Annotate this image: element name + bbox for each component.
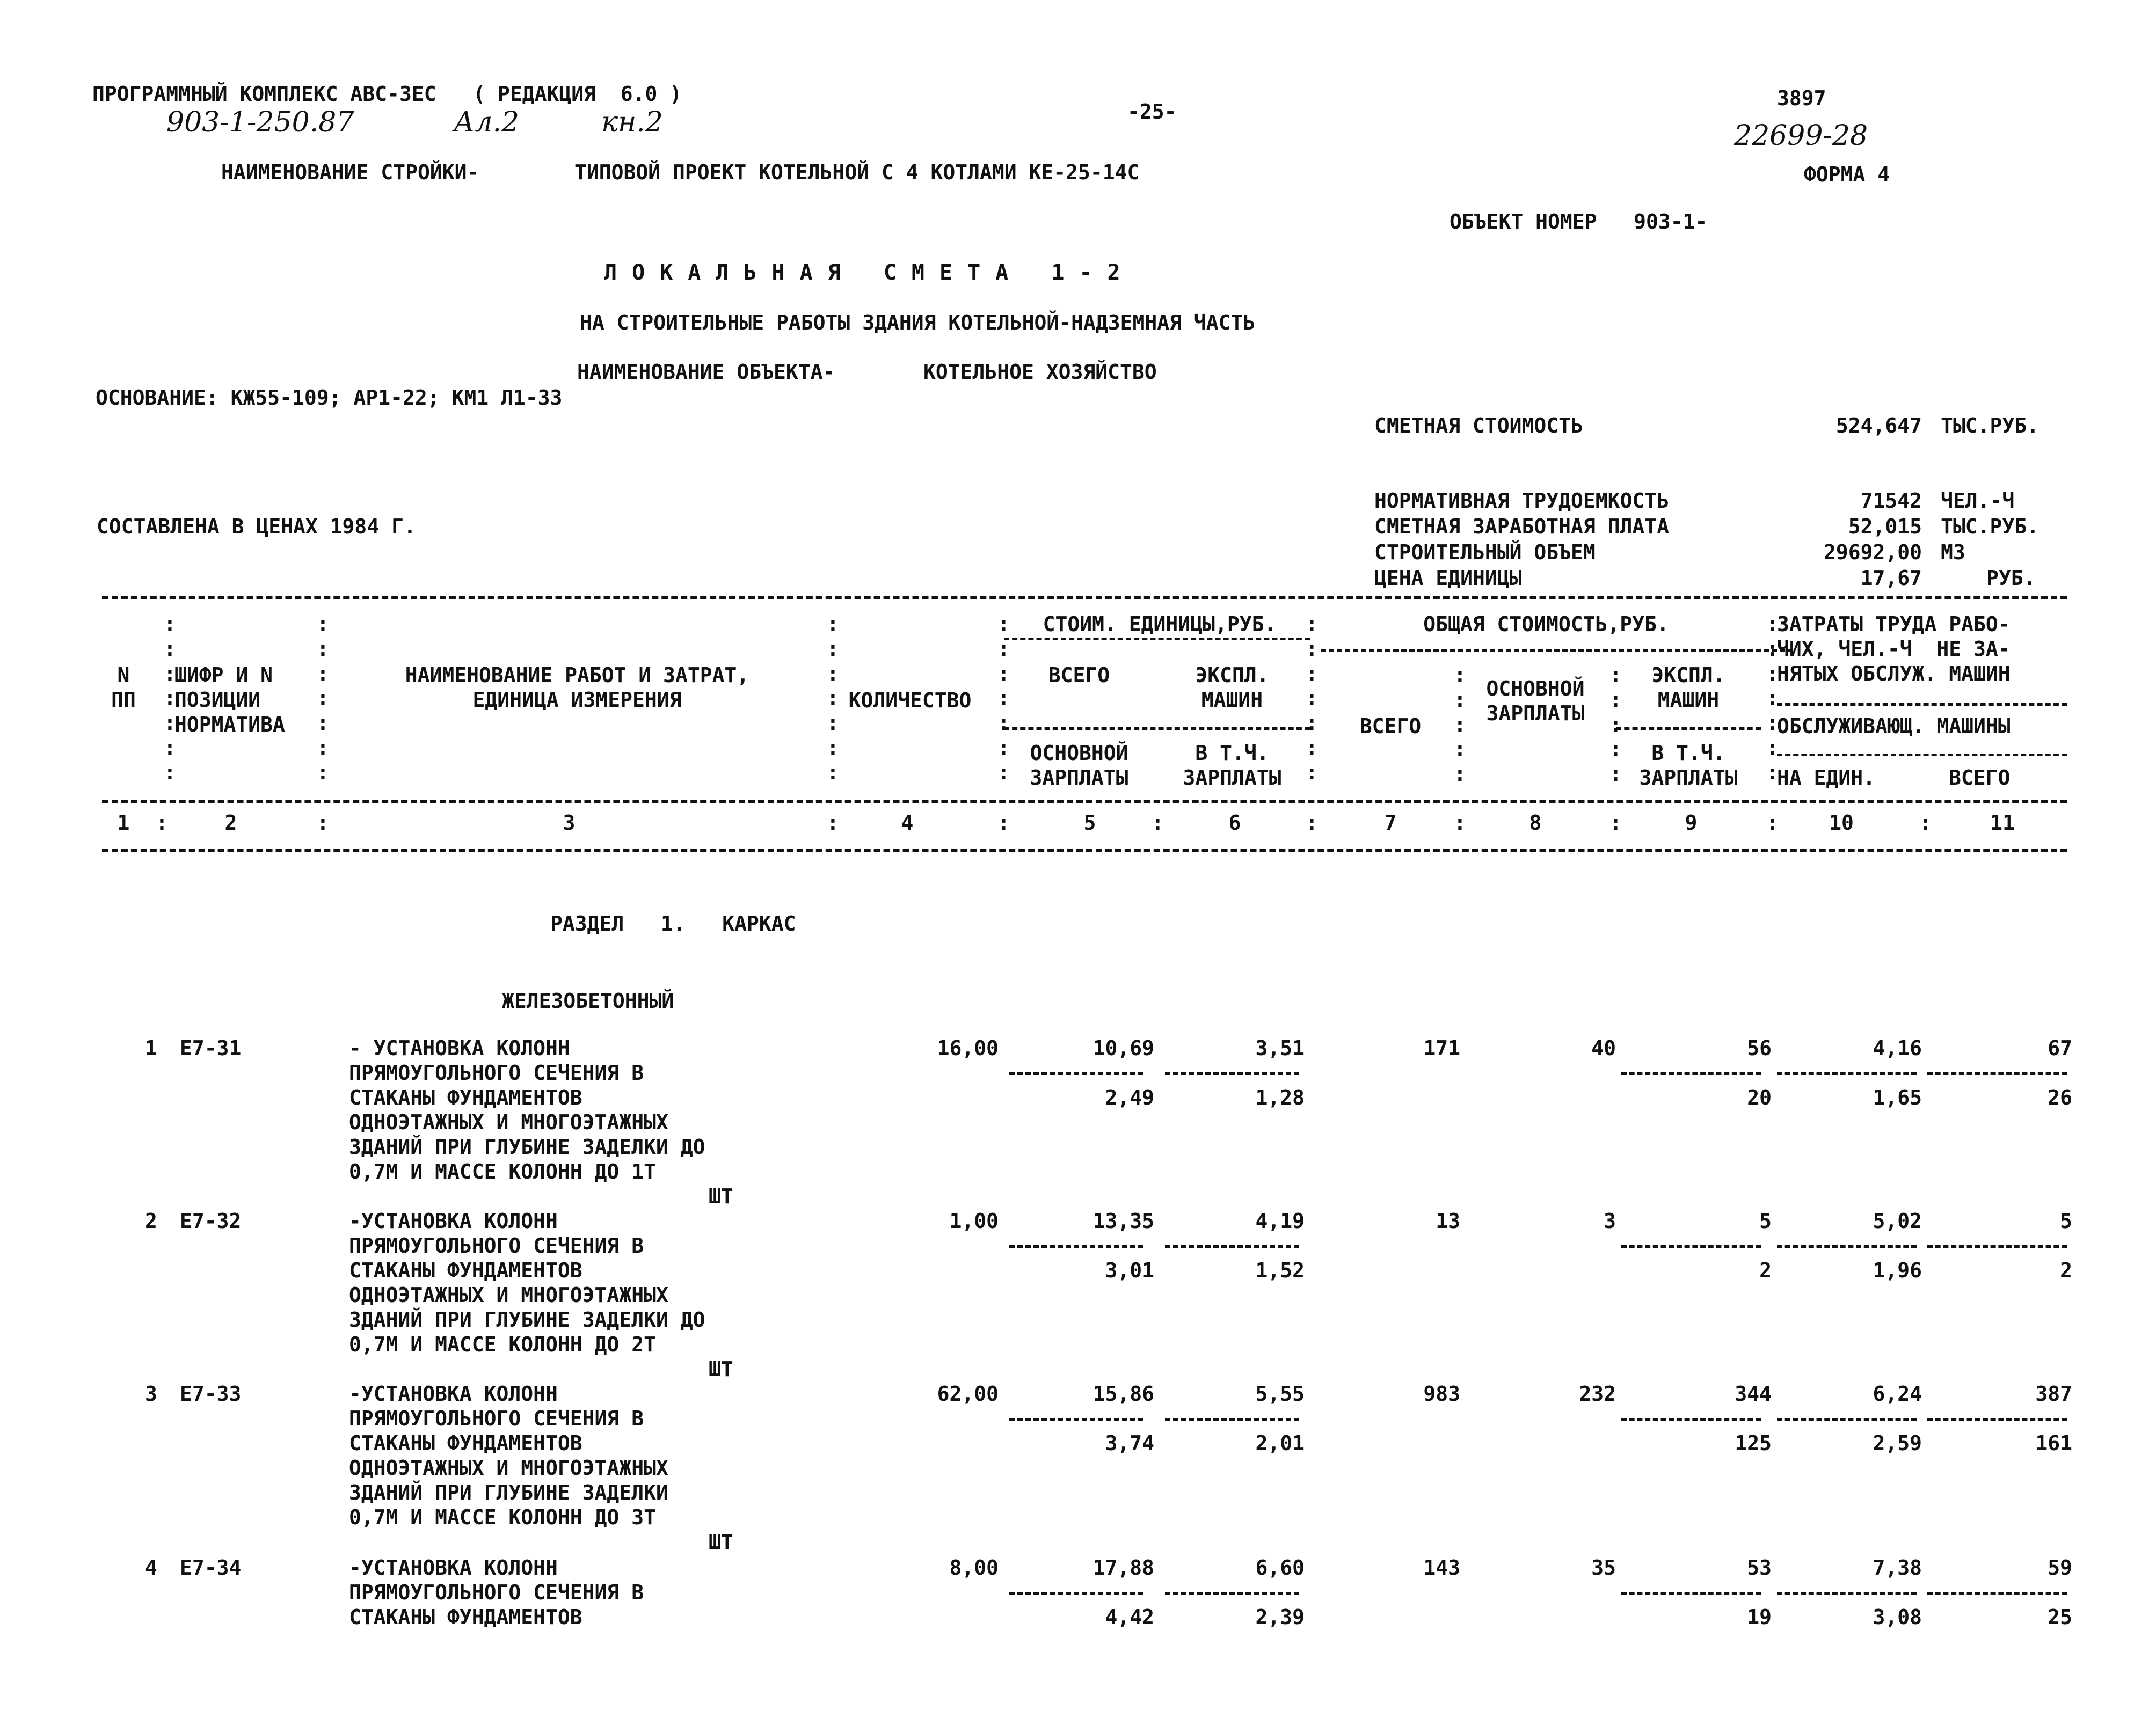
row-divider [1777,1245,1917,1248]
row-code: Е7-33 [180,1382,242,1406]
row-divider [1621,1245,1761,1248]
row-total-machine-wage: 125 [1735,1431,1772,1455]
row-total-machines: 56 [1747,1036,1772,1060]
column-separator: : : : : : : : [997,612,1010,784]
row-unit: ШТ [709,1184,733,1208]
row-labor-machine-per-unit: 1,65 [1873,1086,1922,1109]
header-total-all: ВСЕГО [1359,714,1422,738]
section-title: РАЗДЕЛ 1. КАРКАС [550,912,796,935]
construction-value: ТИПОВОЙ ПРОЕКТ КОТЕЛЬНОЙ С 4 КОТЛАМИ КЕ-25-14С [574,160,1140,184]
row-divider [1621,1072,1761,1075]
row-total-machines: 53 [1747,1556,1772,1580]
object-name-value: КОТЕЛЬНОЕ ХОЗЯЙСТВО [923,360,1157,384]
column-number-bottom-rule [102,849,2067,852]
header-total-machines: ЭКСПЛ. МАШИН [1651,663,1725,712]
row-divider [1009,1592,1143,1595]
column-number: 1 [117,811,130,835]
form-label: ФОРМА 4 [1804,163,1890,186]
column-separator: : [997,811,1010,835]
row-labor-machine-per-unit: 2,59 [1873,1431,1922,1455]
header-divider [1004,638,1310,640]
row-divider [1621,1592,1761,1595]
row-total-base-wage: 232 [1579,1382,1616,1406]
row-quantity: 8,00 [949,1556,999,1580]
row-labor-total: 67 [2048,1036,2072,1060]
summary-unit: ТЫС.РУБ. [1941,414,2040,437]
row-labor-per-unit: 7,38 [1873,1556,1922,1580]
column-separator: : [1306,811,1318,835]
summary-value: 29692,00 [1823,540,1922,564]
row-labor-machine-total: 161 [2035,1431,2072,1455]
row-labor-total: 59 [2048,1556,2072,1580]
summary-value: 524,647 [1835,414,1922,437]
row-total-base-wage: 3 [1604,1209,1616,1233]
row-quantity: 16,00 [937,1036,999,1060]
handwritten-album: Ал.2 [454,106,520,138]
row-divider [1777,1418,1917,1421]
row-unit-base-wage: 3,01 [1105,1259,1154,1282]
object-name-label: НАИМЕНОВАНИЕ ОБЪЕКТА- [577,360,835,384]
row-total-machines: 344 [1735,1382,1772,1406]
section-subgroup: ЖЕЛЕЗОБЕТОННЫЙ [502,989,674,1013]
header-row-number: N ПП [111,663,136,712]
header-total-cost-group: ОБЩАЯ СТОИМОСТЬ,РУБ. [1423,612,1669,636]
row-code: Е7-31 [180,1036,242,1060]
row-labor-machine-per-unit: 1,96 [1873,1259,1922,1282]
row-divider [1927,1245,2067,1248]
document-subtitle: НА СТРОИТЕЛЬНЫЕ РАБОТЫ ЗДАНИЯ КОТЕЛЬНОЙ-НАДЗЕМНАЯ ЧАСТЬ [580,311,1256,334]
header-description: НАИМЕНОВАНИЕ РАБОТ И ЗАТРАТ, ЕДИНИЦА ИЗМЕРЕНИЯ [405,663,749,712]
column-separator: : : : : : : : [164,612,176,784]
row-labor-per-unit: 4,16 [1873,1036,1922,1060]
row-description: -УСТАНОВКА КОЛОНН ПРЯМОУГОЛЬНОГО СЕЧЕНИЯ В СТАКАНЫ ФУНДАМЕНТОВ [349,1556,644,1629]
header-quantity: КОЛИЧЕСТВО [848,689,972,712]
header-bottom-rule [102,800,2067,803]
row-unit: ШТ [709,1357,733,1381]
header-labor-per-unit: НА ЕДИН. [1777,766,1876,789]
row-unit-base-wage: 3,74 [1105,1431,1154,1455]
row-divider [1165,1418,1299,1421]
column-separator: : [317,811,329,835]
row-total: 13 [1436,1209,1460,1233]
section-underline [550,950,1275,952]
column-separator: : : : : : [1609,663,1622,786]
header-labor-total: ВСЕГО [1949,766,2011,789]
header-divider [1004,727,1310,730]
summary-label: СМЕТНАЯ ЗАРАБОТНАЯ ПЛАТА [1374,515,1670,538]
row-unit-total: 10,69 [1092,1036,1154,1060]
row-total: 983 [1423,1382,1460,1406]
row-code: Е7-34 [180,1556,242,1580]
document-number: 3897 [1777,86,1826,110]
row-number: 3 [145,1382,157,1406]
column-separator: : [827,811,839,835]
row-divider [1927,1418,2067,1421]
header-divider [1777,703,2067,706]
column-separator: : [156,811,168,835]
row-labor-machine-total: 26 [2048,1086,2072,1109]
row-total-base-wage: 40 [1591,1036,1616,1060]
summary-label: СТРОИТЕЛЬНЫЙ ОБЪЕМ [1374,540,1596,564]
row-unit-machines: 3,51 [1255,1036,1305,1060]
column-separator: : [1152,811,1164,835]
row-unit-machine-wage: 1,28 [1255,1086,1305,1109]
row-number: 2 [145,1209,157,1233]
row-unit-base-wage: 4,42 [1105,1605,1154,1629]
summary-unit: М3 [1941,540,1965,564]
handwritten-project-code: 903-1-250.87 [166,106,354,138]
header-divider [1616,727,1761,730]
row-total-machine-wage: 2 [1759,1259,1772,1282]
header-code: ШИФР И N ПОЗИЦИИ НОРМАТИВА [174,663,285,736]
column-separator: : : : : : : : [317,612,329,784]
price-basis: СОСТАВЛЕНА В ЦЕНАХ 1984 Г. [97,515,416,538]
document-title: ЛОКАЛЬНАЯ СМЕТА 1-2 [604,260,1135,285]
row-unit-machines: 4,19 [1255,1209,1305,1233]
row-unit-machine-wage: 1,52 [1255,1259,1305,1282]
row-description: -УСТАНОВКА КОЛОНН ПРЯМОУГОЛЬНОГО СЕЧЕНИЯ В СТАКАНЫ ФУНДАМЕНТОВ ОДНОЭТАЖНЫХ И МНОГОЭТАЖНЫХ ЗДАНИЙ ПРИ ГЛУБИНЕ ЗАДЕЛКИ ДО 0,7М И МАССЕ КОЛОНН ДО 2Т [349,1209,705,1356]
column-number: 11 [1990,811,2015,835]
row-unit: ШТ [709,1530,733,1554]
row-unit-total: 13,35 [1092,1209,1154,1233]
basis: ОСНОВАНИЕ: КЖ55-109; АР1-22; КМ1 Л1-33 [96,386,563,410]
column-separator: : : : : : : : [827,612,839,784]
construction-label: НАИМЕНОВАНИЕ СТРОЙКИ- [221,160,479,184]
row-divider [1927,1072,2067,1075]
row-divider [1009,1245,1143,1248]
row-unit-machine-wage: 2,01 [1255,1431,1305,1455]
row-total: 143 [1423,1556,1460,1580]
summary-value: 71542 [1860,489,1922,513]
column-number: 3 [563,811,576,835]
row-divider [1621,1418,1761,1421]
column-number: 6 [1228,811,1241,835]
row-unit-total: 17,88 [1092,1556,1154,1580]
header-unit-cost-group: СТОИМ. ЕДИНИЦЫ,РУБ. [1043,612,1277,636]
row-divider [1927,1592,2067,1595]
header-unit-total: ВСЕГО [1048,663,1110,687]
header-total-machine-wage: В Т.Ч. ЗАРПЛАТЫ [1639,741,1738,789]
row-labor-per-unit: 6,24 [1873,1382,1922,1406]
row-divider [1165,1072,1299,1075]
row-labor-machine-total: 25 [2048,1605,2072,1629]
column-separator: : [1609,811,1622,835]
header-unit-base-wage: ОСНОВНОЙ ЗАРПЛАТЫ [1030,741,1128,789]
header-unit-machine-wage: В Т.Ч. ЗАРПЛАТЫ [1183,741,1281,789]
row-total-base-wage: 35 [1591,1556,1616,1580]
summary-unit: ТЫС.РУБ. [1941,515,2040,538]
handwritten-book: кн.2 [601,106,663,138]
summary-label: НОРМАТИВНАЯ ТРУДОЕМКОСТЬ [1374,489,1670,513]
row-unit-base-wage: 2,49 [1105,1086,1154,1109]
row-divider [1165,1245,1299,1248]
row-labor-per-unit: 5,02 [1873,1209,1922,1233]
row-description: - УСТАНОВКА КОЛОНН ПРЯМОУГОЛЬНОГО СЕЧЕНИЯ В СТАКАНЫ ФУНДАМЕНТОВ ОДНОЭТАЖНЫХ И МНОГОЭТАЖНЫХ ЗДАНИЙ ПРИ ГЛУБИНЕ ЗАДЕЛКИ ДО 0,7М И МАССЕ КОЛОНН ДО 1Т [349,1036,705,1183]
row-description: -УСТАНОВКА КОЛОНН ПРЯМОУГОЛЬНОГО СЕЧЕНИЯ В СТАКАНЫ ФУНДАМЕНТОВ ОДНОЭТАЖНЫХ И МНОГОЭТАЖНЫХ ЗДАНИЙ ПРИ ГЛУБИНЕ ЗАДЕЛКИ 0,7М И МАССЕ КОЛОНН ДО 3Т [349,1382,668,1529]
row-labor-total: 387 [2035,1382,2072,1406]
object-number: ОБЪЕКТ НОМЕР 903-1- [1450,210,1708,233]
program-name: ПРОГРАММНЫЙ КОМПЛЕКС АВС-ЗЕС ( РЕДАКЦИЯ 6.0 ) [92,82,682,106]
column-separator: : [1454,811,1466,835]
row-unit-machines: 5,55 [1255,1382,1305,1406]
row-divider [1165,1592,1299,1595]
row-divider [1009,1418,1143,1421]
column-number: 5 [1083,811,1096,835]
summary-value: 52,015 [1848,515,1922,538]
column-number: 7 [1384,811,1397,835]
row-number: 1 [145,1036,157,1060]
header-divider [1777,754,2067,756]
row-unit-total: 15,86 [1092,1382,1154,1406]
column-separator: : : : : : [1454,663,1466,786]
handwritten-inventory-code: 22699-28 [1734,120,1868,152]
row-divider [1009,1072,1143,1075]
header-labor-group: ЗАТРАТЫ ТРУДА РАБО- ЧИХ, ЧЕЛ.-Ч НЕ ЗА- НЯТЫХ ОБСЛУЖ. МАШИН [1777,612,2011,685]
row-total-machine-wage: 19 [1747,1605,1772,1629]
row-labor-machine-total: 2 [2060,1259,2072,1282]
row-total-machine-wage: 20 [1747,1086,1772,1109]
summary-unit: ЧЕЛ.-Ч [1941,489,2015,513]
column-number: 10 [1829,811,1854,835]
section-underline [550,942,1275,944]
column-number: 8 [1529,811,1542,835]
row-unit-machines: 6,60 [1255,1556,1305,1580]
column-separator: : [1766,811,1779,835]
row-divider [1777,1592,1917,1595]
header-unit-machines: ЭКСПЛ. МАШИН [1195,663,1269,712]
summary-label: СМЕТНАЯ СТОИМОСТЬ [1374,414,1583,437]
column-separator: : [1919,811,1932,835]
column-separator: : : : : : : : [1306,612,1318,784]
row-labor-total: 5 [2060,1209,2072,1233]
row-quantity: 1,00 [949,1209,999,1233]
row-total-machines: 5 [1759,1209,1772,1233]
column-number: 9 [1685,811,1698,835]
page-number: -25- [1127,100,1177,123]
column-number: 2 [224,811,237,835]
row-number: 4 [145,1556,157,1580]
column-number: 4 [901,811,914,835]
row-divider [1777,1072,1917,1075]
summary-label: ЦЕНА ЕДИНИЦЫ [1374,566,1522,590]
summary-unit: РУБ. [1986,566,2036,590]
row-labor-machine-per-unit: 3,08 [1873,1605,1922,1629]
row-total: 171 [1423,1036,1460,1060]
header-total-base-wage: ОСНОВНОЙ ЗАРПЛАТЫ [1486,677,1585,725]
row-code: Е7-32 [180,1209,242,1233]
row-quantity: 62,00 [937,1382,999,1406]
summary-value: 17,67 [1860,566,1922,590]
column-separator: : : : : : : : [1766,612,1779,784]
header-labor-sub: ОБСЛУЖИВАЮЩ. МАШИНЫ [1777,714,2011,738]
row-unit-machine-wage: 2,39 [1255,1605,1305,1629]
table-top-rule [102,596,2067,599]
header-divider [1321,649,1793,652]
